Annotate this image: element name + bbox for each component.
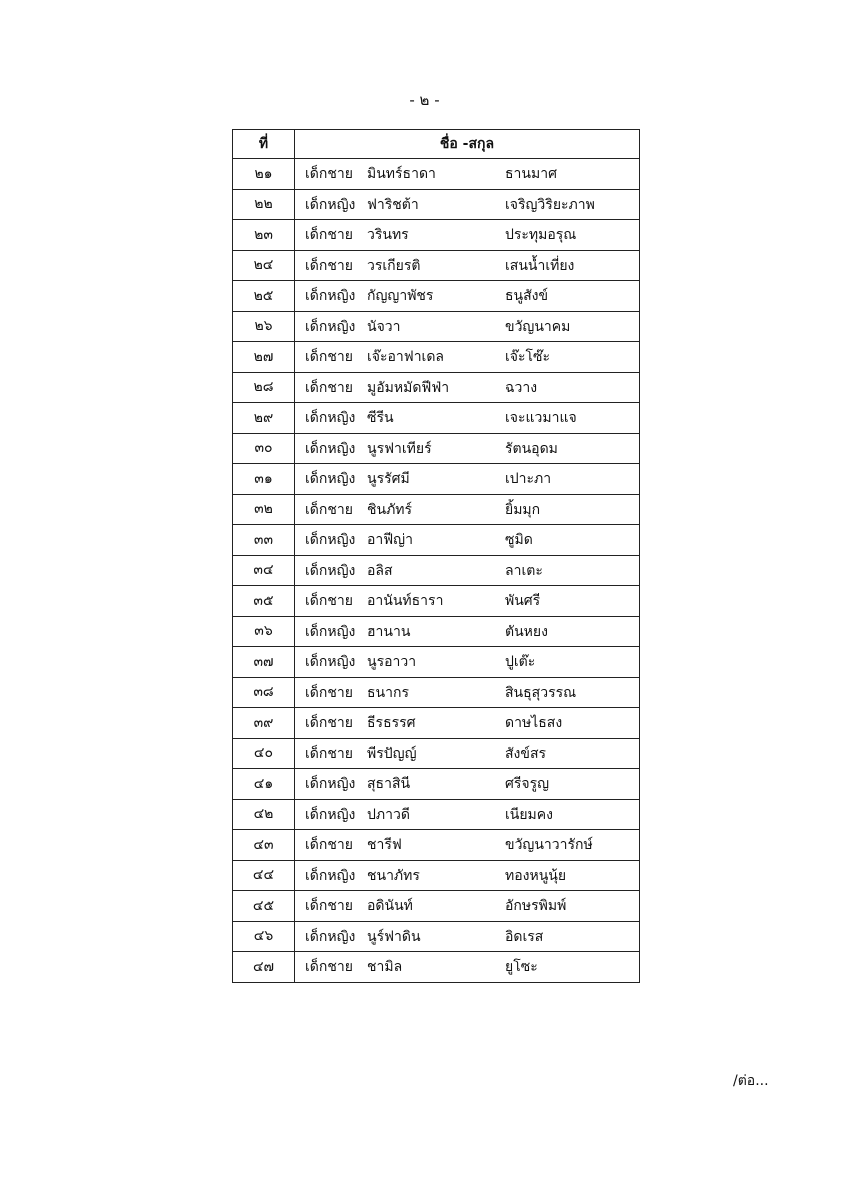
table-row [233, 525, 640, 556]
last-name: ยูโซะ [505, 959, 538, 975]
last-name: ดาษไธสง [505, 715, 563, 731]
row-number: ๔๐ [233, 738, 295, 769]
last-name: ยิ้มมุก [505, 501, 541, 518]
full-name-cell [295, 372, 640, 403]
first-name: มูอัมหมัดฟีฟ่า [367, 379, 450, 396]
full-name-cell [295, 342, 640, 373]
name-title: เด็กหญิง [305, 867, 356, 884]
first-name: ชารีฟ [367, 837, 402, 853]
table-row [233, 586, 640, 617]
table-row [233, 281, 640, 312]
full-name-cell [295, 250, 640, 281]
full-name-cell [295, 830, 640, 861]
last-name: ขวัญนาวารักษ์ [505, 837, 593, 853]
first-name: อาฟีญ่า [367, 532, 413, 548]
first-name: นูรรัศมี [367, 471, 410, 487]
last-name: เจ๊ะโซ๊ะ [505, 349, 551, 365]
row-number: ๓๓ [233, 525, 295, 556]
row-number: ๔๕ [233, 891, 295, 922]
row-number: ๒๒ [233, 189, 295, 220]
name-title: เด็กหญิง [305, 654, 356, 670]
first-name: วรเกียรติ [367, 257, 421, 274]
name-title: เด็กชาย [305, 349, 353, 365]
table-row [233, 891, 640, 922]
table-row [233, 860, 640, 891]
name-title: เด็กชาย [305, 227, 353, 243]
last-name: เนียมคง [505, 806, 553, 823]
last-name: อิดเรส [505, 928, 544, 945]
full-name-cell [295, 647, 640, 678]
first-name: นูรอาวา [367, 654, 417, 670]
last-name: ขวัญนาคม [505, 318, 571, 335]
full-name-cell [295, 311, 640, 342]
table-row [233, 159, 640, 190]
row-number: ๒๘ [233, 372, 295, 403]
first-name: ชนาภัทร [367, 867, 420, 884]
column-header-number: ที่ [233, 130, 295, 159]
first-name: พีรปัญญ์ [367, 745, 417, 762]
table-row [233, 311, 640, 342]
last-name: ศรีจรูญ [505, 776, 550, 792]
name-title: เด็กหญิง [305, 623, 356, 640]
last-name: ทองหนูนุ้ย [505, 867, 567, 884]
full-name-cell [295, 860, 640, 891]
first-name: อดินันท์ [367, 898, 413, 914]
last-name: อักษรพิมพ์ [505, 898, 567, 914]
full-name-cell [295, 952, 640, 983]
row-number: ๒๖ [233, 311, 295, 342]
name-title: เด็กหญิง [305, 776, 356, 792]
row-number: ๒๙ [233, 403, 295, 434]
last-name: เสนน้ำเที่ยง [505, 257, 575, 274]
table-row [233, 555, 640, 586]
full-name-cell [295, 921, 640, 952]
name-title: เด็กหญิง [305, 318, 356, 335]
first-name: ชินภัทร์ [367, 501, 413, 518]
first-name: อานันท์ธารา [367, 593, 444, 609]
full-name-cell [295, 555, 640, 586]
name-title: เด็กหญิง [305, 440, 356, 457]
row-number: ๓๙ [233, 708, 295, 739]
name-title: เด็กหญิง [305, 562, 356, 579]
table-row [233, 830, 640, 861]
page-number: - ๒ - [409, 91, 440, 109]
row-number: ๒๕ [233, 281, 295, 312]
row-number: ๓๔ [233, 555, 295, 586]
table-row [233, 494, 640, 525]
last-name: พันศรี [505, 593, 541, 609]
first-name: ธนากร [367, 684, 409, 701]
name-title: เด็กชาย [305, 837, 353, 853]
full-name-cell [295, 189, 640, 220]
table-row [233, 769, 640, 800]
row-number: ๔๖ [233, 921, 295, 952]
full-name-cell [295, 799, 640, 830]
name-title: เด็กหญิง [305, 532, 356, 548]
name-title: เด็กหญิง [305, 288, 356, 304]
row-number: ๓๕ [233, 586, 295, 617]
row-number: ๒๔ [233, 250, 295, 281]
row-number: ๔๒ [233, 799, 295, 830]
full-name-cell [295, 403, 640, 434]
name-title: เด็กหญิง [305, 806, 356, 823]
row-number: ๒๗ [233, 342, 295, 373]
table-header-row [233, 130, 640, 159]
full-name-cell [295, 494, 640, 525]
student-name-table [232, 129, 640, 983]
name-title: เด็กหญิง [305, 410, 356, 426]
row-number: ๓๖ [233, 616, 295, 647]
row-number: ๔๓ [233, 830, 295, 861]
first-name: นูร์ฟาดิน [367, 928, 421, 945]
last-name: ประทุมอรุณ [505, 227, 577, 243]
row-number: ๓๑ [233, 464, 295, 495]
table-row [233, 189, 640, 220]
table-row [233, 220, 640, 251]
full-name-cell [295, 708, 640, 739]
name-title: เด็กชาย [305, 684, 353, 701]
first-name: ธีรธรรศ [367, 715, 416, 731]
table-row [233, 464, 640, 495]
last-name: เจะแวมาแจ [505, 410, 577, 426]
table-row [233, 372, 640, 403]
name-title: เด็กชาย [305, 715, 353, 731]
name-title: เด็กชาย [305, 898, 353, 914]
row-number: ๔๗ [233, 952, 295, 983]
name-title: เด็กชาย [305, 257, 353, 274]
column-header-name: ชื่อ -สกุล [295, 130, 640, 159]
full-name-cell [295, 616, 640, 647]
last-name: ตันหยง [505, 623, 548, 640]
table-row [233, 616, 640, 647]
first-name: ฟาริชต้า [367, 196, 419, 213]
first-name: เจ๊ะอาฟาเดล [367, 349, 445, 365]
name-title: เด็กชาย [305, 959, 353, 975]
row-number: ๓๐ [233, 433, 295, 464]
full-name-cell [295, 891, 640, 922]
last-name: ปูเต๊ะ [505, 654, 536, 670]
row-number: ๓๘ [233, 677, 295, 708]
full-name-cell [295, 433, 640, 464]
full-name-cell [295, 677, 640, 708]
first-name: ฮานาน [367, 623, 411, 640]
name-title: เด็กหญิง [305, 471, 356, 487]
name-title: เด็กชาย [305, 745, 353, 762]
table-row [233, 952, 640, 983]
full-name-cell [295, 769, 640, 800]
row-number: ๓๒ [233, 494, 295, 525]
first-name: ปภาวดี [367, 806, 410, 823]
table-body [233, 159, 640, 983]
name-title: เด็กชาย [305, 593, 353, 609]
full-name-cell [295, 525, 640, 556]
last-name: เจริญวิริยะภาพ [505, 196, 595, 213]
full-name-cell [295, 586, 640, 617]
first-name: มินทร์ธาดา [367, 166, 436, 182]
table-row [233, 799, 640, 830]
first-name: สุธาสินี [367, 776, 411, 792]
last-name: ฉวาง [505, 379, 538, 396]
continued-marker: /ต่อ... [733, 1073, 769, 1089]
full-name-cell [295, 464, 640, 495]
table-row [233, 250, 640, 281]
first-name: นัจวา [367, 318, 401, 335]
last-name: เปาะภา [505, 471, 552, 487]
last-name: รัตนอุดม [505, 440, 558, 457]
full-name-cell [295, 159, 640, 190]
table-row [233, 708, 640, 739]
name-title: เด็กหญิง [305, 928, 356, 945]
first-name: อลิส [367, 562, 393, 579]
table-row [233, 738, 640, 769]
last-name: ธนูสังข์ [505, 288, 549, 304]
full-name-cell [295, 220, 640, 251]
first-name: วรินทร [367, 227, 409, 243]
first-name: กัญญาพัชร [367, 288, 434, 304]
row-number: ๔๑ [233, 769, 295, 800]
row-number: ๔๔ [233, 860, 295, 891]
last-name: ธานมาศ [505, 166, 557, 182]
first-name: นูรฟาเทียร์ [367, 440, 432, 457]
row-number: ๒๑ [233, 159, 295, 190]
table-row [233, 433, 640, 464]
table-row [233, 403, 640, 434]
name-title: เด็กชาย [305, 166, 353, 182]
full-name-cell [295, 738, 640, 769]
name-title: เด็กชาย [305, 501, 353, 518]
full-name-cell [295, 281, 640, 312]
last-name: สินธุสุวรรณ [505, 684, 577, 701]
row-number: ๒๓ [233, 220, 295, 251]
last-name: สังข์สร [505, 745, 547, 762]
first-name: ชามิล [367, 959, 403, 975]
table-row [233, 677, 640, 708]
name-title: เด็กหญิง [305, 196, 356, 213]
table-row [233, 647, 640, 678]
name-title: เด็กชาย [305, 379, 353, 396]
last-name: ซูมิด [505, 532, 533, 548]
table-row [233, 342, 640, 373]
first-name: ซีรีน [367, 410, 394, 426]
last-name: ลาเตะ [505, 562, 543, 579]
row-number: ๓๗ [233, 647, 295, 678]
table-row [233, 921, 640, 952]
